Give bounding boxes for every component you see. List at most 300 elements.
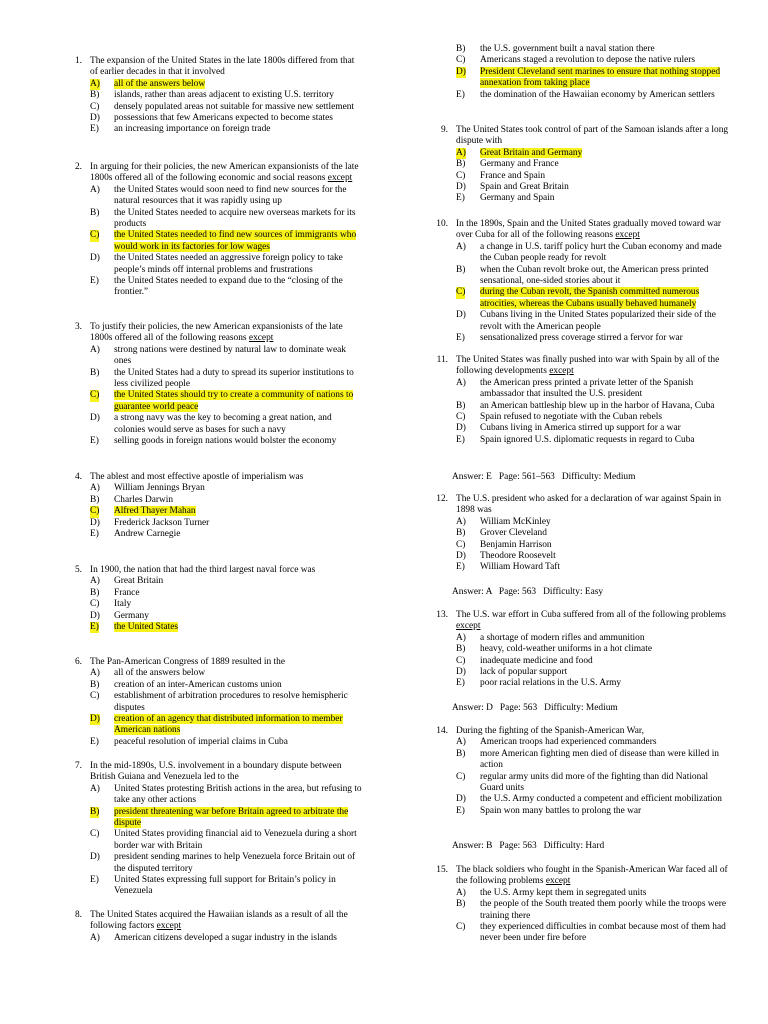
- question-stem: [456, 219, 730, 242]
- answer-option: [64, 529, 364, 540]
- question-stem-row: [64, 657, 364, 668]
- question-stem-row: [430, 494, 730, 517]
- answer-option: [430, 401, 730, 412]
- question-stem: [456, 355, 730, 378]
- answer-key-line: Answer: D Page: 563 Difficulty: Medium: [452, 703, 618, 713]
- option-letter: D): [456, 794, 466, 805]
- question-stem-row: [430, 125, 730, 148]
- option-text: Italy: [114, 599, 132, 610]
- option-letter: E): [456, 678, 465, 689]
- option-text: Spain refused to negotiate with the Cuban rebels: [480, 412, 662, 423]
- option-text: they experienced difficulties in combat because most of them had never been under fire before: [480, 922, 726, 944]
- answer-option: [430, 656, 730, 667]
- option-letter: C): [90, 691, 100, 702]
- option-text: all of the answers below: [114, 668, 206, 679]
- answer-option: [64, 436, 364, 447]
- question-stem-text: The U.S. war effort in Cuba suffered from all of the following problems: [456, 610, 726, 620]
- question-stem-text: The United States acquired the Hawaiian islands as a result of all the following factors: [90, 910, 348, 932]
- answer-option: [64, 368, 364, 391]
- question-12: [430, 494, 730, 574]
- option-letter: A): [456, 516, 466, 527]
- question-2: [64, 162, 364, 299]
- question-stem-text: The ablest and most effective apostle of imperialism was: [90, 472, 304, 482]
- question-stem-row: [64, 910, 364, 933]
- option-letter: E): [90, 622, 99, 633]
- option-text: an American battleship blew up in the harbor of Havana, Cuba: [480, 400, 715, 411]
- option-text: an increasing importance on foreign trade: [114, 124, 271, 135]
- answer-option: [430, 435, 730, 446]
- question-stem-text: In the 1890s, Spain and the United States gradually moved toward war over Cuba for all of the following reasons: [456, 219, 722, 241]
- question-stem: [90, 565, 364, 576]
- option-letter: A): [90, 483, 100, 494]
- option-letter: A): [456, 632, 466, 643]
- option-letter: C): [456, 922, 466, 933]
- option-text: Spain ignored U.S. diplomatic requests in regard to Cuba: [480, 434, 695, 445]
- option-letter: B): [90, 679, 100, 690]
- question-number: 14.: [436, 726, 448, 736]
- option-text: Grover Cleveland: [480, 528, 547, 539]
- option-letter: A): [90, 783, 100, 794]
- option-text: Cubans living in America stirred up support for a war: [480, 423, 681, 434]
- option-text: Americans staged a revolution to depose the native rulers: [480, 55, 696, 66]
- answer-option: [64, 852, 364, 875]
- question-stem-row: [430, 219, 730, 242]
- option-text: regular army units did more of the fighting than did National Guard units: [480, 771, 709, 794]
- question-stem: [90, 657, 364, 668]
- question-stem-row: [64, 162, 364, 185]
- option-letter: A): [90, 932, 100, 943]
- question-stem: [456, 726, 730, 737]
- option-letter: B): [456, 644, 466, 655]
- option-letter: D): [456, 182, 466, 193]
- answer-option: [430, 412, 730, 423]
- except-keyword: except: [545, 876, 571, 887]
- option-letter: E): [90, 124, 99, 135]
- answer-option: [64, 208, 364, 231]
- option-text: William Jennings Bryan: [114, 483, 205, 494]
- option-text-highlighted: all of the answers below: [114, 78, 206, 89]
- option-text: the United States would soon need to find new sources for the natural resources that it was rapidly using up: [114, 184, 347, 207]
- option-letter: A): [456, 377, 466, 388]
- option-letter: C): [90, 101, 100, 112]
- answer-option: [64, 807, 364, 830]
- answer-option: [430, 888, 730, 899]
- option-letter: E): [90, 276, 99, 287]
- answer-option: [430, 378, 730, 401]
- answer-option: [64, 495, 364, 506]
- question-9: [430, 125, 730, 205]
- option-text-highlighted: the United States needed to find new sources of immigrants who would work in its factories for low wages: [114, 230, 357, 252]
- answer-option: [430, 333, 730, 344]
- answer-option: [64, 102, 364, 113]
- option-text: inadequate medicine and food: [480, 655, 593, 666]
- option-letter: C): [456, 771, 466, 782]
- answer-option: [430, 633, 730, 644]
- question-stem-text: The black soldiers who fought in the Spanish-American War faced all of the following problems: [456, 865, 728, 887]
- option-text: when the Cuban revolt broke out, the American press printed sensational, one-sided stories about it: [480, 264, 709, 287]
- option-letter: D): [90, 852, 100, 863]
- question-number: 9.: [440, 125, 448, 135]
- option-text: the United States needed to acquire new overseas markets for its products: [114, 207, 356, 230]
- question-stem-row: [430, 355, 730, 378]
- option-letter: D): [90, 113, 100, 124]
- option-text: Germany: [114, 610, 149, 621]
- answer-option: [64, 680, 364, 691]
- option-letter: C): [90, 506, 100, 517]
- option-text: the U.S. Army kept them in segregated units: [480, 887, 647, 898]
- answer-option: [430, 737, 730, 748]
- option-letter: C): [456, 287, 466, 298]
- option-text: lack of popular support: [480, 667, 568, 678]
- answer-option: [64, 784, 364, 807]
- question-stem-row: [430, 865, 730, 888]
- question-stem: [90, 56, 364, 79]
- answer-key-line: Answer: E Page: 561–563 Difficulty: Medium: [452, 472, 636, 482]
- option-letter: E): [456, 193, 465, 204]
- option-letter: B): [456, 899, 466, 910]
- answer-option: [430, 182, 730, 193]
- option-letter: D): [456, 423, 466, 434]
- option-letter: B): [90, 367, 100, 378]
- question-3: [64, 322, 364, 447]
- question-4: [64, 472, 364, 540]
- answer-option: [430, 794, 730, 805]
- answer-option: [430, 159, 730, 170]
- answer-option: [430, 667, 730, 678]
- question-10: [430, 219, 730, 344]
- option-text: the United States had a duty to spread its superior institutions to less civilized people: [114, 367, 354, 390]
- option-text: the American press printed a private letter of the Spanish ambassador that insulted the U.S. president: [480, 377, 694, 400]
- answer-option: [430, 90, 730, 101]
- option-letter: B): [90, 806, 100, 817]
- option-text: France: [114, 587, 140, 598]
- question-stem: [90, 322, 364, 345]
- option-letter: A): [90, 78, 100, 89]
- option-letter: C): [456, 170, 466, 181]
- question-number: 3.: [74, 322, 82, 332]
- option-letter: D): [90, 253, 100, 264]
- answer-option: [430, 551, 730, 562]
- option-text: islands, rather than areas adjacent to existing U.S. territory: [114, 90, 334, 101]
- option-text: the people of the South treated them poorly while the troops were training there: [480, 899, 727, 921]
- option-letter: E): [90, 875, 99, 886]
- option-text: strong nations were destined by natural law to dominate weak ones: [114, 344, 346, 367]
- option-letter: B): [90, 494, 100, 505]
- option-text: Spain and Great Britain: [480, 182, 569, 193]
- except-keyword: except: [248, 333, 274, 344]
- option-letter: E): [90, 736, 99, 747]
- option-text: a strong navy was the key to becoming a great nation, and colonies would serve as bases for such a navy: [114, 413, 332, 435]
- option-text: Germany and France: [480, 159, 559, 170]
- question-number: 7.: [74, 761, 82, 771]
- option-text: Great Britain: [114, 576, 164, 587]
- answer-option: [430, 423, 730, 434]
- except-keyword: except: [456, 621, 481, 632]
- question-number: 15.: [436, 865, 448, 875]
- answer-key-line: Answer: B Page: 563 Difficulty: Hard: [452, 841, 605, 851]
- question-stem: [456, 494, 730, 517]
- option-letter: C): [90, 599, 100, 610]
- option-letter: A): [90, 668, 100, 679]
- option-letter: E): [456, 89, 465, 100]
- option-text-highlighted: Alfred Thayer Mahan: [114, 506, 196, 517]
- answer-option: [430, 678, 730, 689]
- option-text: William Howard Taft: [480, 562, 561, 573]
- question-stem: [456, 125, 730, 148]
- question-stem-row: [64, 761, 364, 784]
- answer-option: [430, 644, 730, 655]
- answer-option: [64, 276, 364, 299]
- except-keyword: except: [156, 921, 182, 932]
- answer-option: [430, 922, 730, 945]
- question-number: 11.: [436, 355, 448, 365]
- question-stem-text: During the fighting of the Spanish-American War,: [456, 726, 644, 736]
- answer-option: [64, 113, 364, 124]
- answer-option: [430, 749, 730, 772]
- option-letter: A): [90, 344, 100, 355]
- option-text: Benjamin Harrison: [480, 539, 552, 550]
- option-letter: A): [90, 576, 100, 587]
- answer-option: [430, 193, 730, 204]
- question-6: [64, 657, 364, 748]
- option-text: Frederick Jackson Turner: [114, 517, 210, 528]
- option-text: a shortage of modern rifles and ammunition: [480, 632, 645, 643]
- option-letter: B): [90, 587, 100, 598]
- option-letter: C): [456, 539, 466, 550]
- except-keyword: except: [327, 173, 353, 184]
- option-text: the United States needed to expand due to the “closing of the frontier.”: [114, 276, 343, 298]
- option-text: United States protesting British actions in the area, but refusing to take any other actions: [114, 783, 362, 806]
- answer-option: [64, 185, 364, 208]
- option-text: president sending marines to help Venezuela force Britain out of the disputed territory: [114, 852, 356, 874]
- answer-option: [430, 242, 730, 265]
- answer-option: [430, 287, 730, 310]
- question-stem: [90, 761, 364, 784]
- option-text: poor racial relations in the U.S. Army: [480, 678, 622, 689]
- answer-option: [64, 230, 364, 253]
- answer-option: [64, 483, 364, 494]
- answer-option: [430, 772, 730, 795]
- option-text: establishment of arbitration procedures to resolve hemispheric disputes: [114, 691, 348, 713]
- option-text: Spain won many battles to prolong the war: [480, 805, 642, 816]
- question-stem-text: In the mid-1890s, U.S. involvement in a boundary dispute between British Guiana and Venezuela led to the: [90, 761, 342, 783]
- answer-option: [430, 310, 730, 333]
- question-14: [430, 726, 730, 817]
- question-continued: [430, 44, 730, 101]
- question-stem: [456, 865, 730, 888]
- option-letter: B): [456, 44, 466, 54]
- option-text: William McKinley: [480, 516, 551, 527]
- answer-option: [430, 806, 730, 817]
- option-letter: D): [90, 413, 100, 424]
- question-number: 1.: [74, 56, 82, 66]
- question-stem-text: In 1900, the nation that had the third largest naval force was: [90, 565, 316, 575]
- option-letter: A): [90, 184, 100, 195]
- answer-option: [64, 875, 364, 898]
- answer-option: [64, 714, 364, 737]
- question-number: 8.: [74, 910, 82, 920]
- option-text: a change in U.S. tariff policy hurt the Cuban economy and made the Cuban people ready for revolt: [480, 241, 722, 264]
- option-letter: A): [456, 241, 466, 252]
- option-text: the U.S. Army conducted a competent and efficient mobilization: [480, 794, 722, 805]
- option-text: peaceful resolution of imperial claims in Cuba: [114, 736, 288, 747]
- question-stem-text: The United States was finally pushed into war with Spain by all of the following developments: [456, 355, 720, 377]
- option-text: Andrew Carnegie: [114, 529, 181, 540]
- question-stem: [90, 472, 364, 483]
- question-number: 12.: [436, 494, 448, 504]
- question-stem-row: [64, 565, 364, 576]
- option-letter: A): [456, 737, 466, 748]
- answer-option: [64, 506, 364, 517]
- option-letter: D): [90, 714, 100, 725]
- question-number: 13.: [436, 610, 448, 620]
- option-text-highlighted: Great Britain and Germany: [480, 147, 583, 158]
- answer-option: [430, 55, 730, 66]
- option-letter: C): [456, 412, 466, 423]
- option-text: sensationalized press coverage stirred a fervor for war: [480, 333, 683, 344]
- answer-option: [430, 517, 730, 528]
- question-stem-row: [64, 56, 364, 79]
- question-15: [430, 865, 730, 945]
- answer-option: [430, 148, 730, 159]
- answer-option: [64, 413, 364, 436]
- option-letter: C): [456, 55, 466, 66]
- question-number: 5.: [74, 565, 82, 575]
- option-letter: E): [90, 436, 99, 447]
- option-letter: B): [456, 748, 466, 759]
- question-13: [430, 610, 730, 690]
- answer-option: [64, 390, 364, 413]
- question-stem-row: [64, 322, 364, 345]
- question-1: [64, 56, 364, 136]
- option-text: Theodore Roosevelt: [480, 551, 556, 562]
- question-stem-text: In arguing for their policies, the new American expansionists of the late 1800s offered all of the following economic and social reasons: [90, 162, 359, 184]
- option-text: possessions that few Americans expected to become states: [114, 113, 333, 124]
- answer-option: [430, 528, 730, 539]
- option-letter: B): [456, 264, 466, 275]
- option-text: more American fighting men died of disease than were killed in action: [480, 748, 719, 771]
- question-number: 6.: [74, 657, 82, 667]
- answer-option: [64, 622, 364, 633]
- option-letter: E): [90, 529, 99, 540]
- question-8: [64, 910, 364, 944]
- option-text: France and Spain: [480, 170, 546, 181]
- answer-option: [64, 79, 364, 90]
- option-text: Cubans living in the United States popularized their side of the revolt with the American people: [480, 310, 716, 332]
- answer-option: [64, 588, 364, 599]
- option-letter: B): [456, 528, 466, 539]
- answer-option: [430, 67, 730, 90]
- answer-option: [64, 599, 364, 610]
- option-text: Germany and Spain: [480, 193, 555, 204]
- answer-option: [64, 345, 364, 368]
- option-letter: D): [456, 551, 466, 562]
- option-letter: A): [456, 147, 466, 158]
- answer-key-line: Answer: A Page: 563 Difficulty: Easy: [452, 587, 604, 597]
- option-text-highlighted: President Cleveland sent marines to ensure that nothing stopped annexation from taking place: [480, 66, 721, 89]
- question-stem: [90, 162, 364, 185]
- except-keyword: except: [615, 230, 640, 241]
- answer-option: [64, 691, 364, 714]
- option-text: the U.S. government built a naval station there: [480, 44, 655, 54]
- option-letter: B): [456, 400, 466, 411]
- question-stem: [456, 610, 730, 633]
- question-number: 2.: [74, 162, 82, 172]
- answer-option: [430, 562, 730, 573]
- option-letter: C): [456, 655, 466, 666]
- answer-option: [64, 668, 364, 679]
- option-text: the domination of the Hawaiian economy by American settlers: [480, 89, 715, 100]
- question-stem-text: The Pan-American Congress of 1889 resulted in the: [90, 657, 286, 667]
- option-letter: D): [90, 517, 100, 528]
- option-letter: E): [456, 333, 465, 344]
- option-text: heavy, cold-weather uniforms in a hot climate: [480, 644, 652, 655]
- question-stem-text: The U.S. president who asked for a declaration of war against Spain in 1898 was: [456, 494, 722, 516]
- option-text: selling goods in foreign nations would bolster the economy: [114, 436, 337, 447]
- option-text: United States providing financial aid to Venezuela during a short border war with Britain: [114, 829, 357, 851]
- question-stem-row: [64, 472, 364, 483]
- answer-option: [430, 44, 730, 55]
- question-stem-row: [430, 726, 730, 737]
- question-11: [430, 355, 730, 446]
- answer-option: [64, 124, 364, 135]
- question-number: 10.: [436, 219, 448, 229]
- option-text: creation of an inter-American customs union: [114, 679, 282, 690]
- option-letter: C): [90, 390, 100, 401]
- option-text: American troops had experienced commanders: [480, 737, 657, 748]
- option-letter: D): [456, 667, 466, 678]
- option-letter: C): [90, 829, 100, 840]
- question-stem-text: The expansion of the United States in the late 1800s differed from that of earlier decades in that it involved: [90, 56, 355, 78]
- option-letter: D): [90, 610, 100, 621]
- question-7: [64, 761, 364, 898]
- option-text: densely populated areas not suitable for massive new settlement: [114, 101, 355, 112]
- option-letter: E): [456, 434, 465, 445]
- option-text: Charles Darwin: [114, 494, 174, 505]
- option-letter: E): [456, 805, 465, 816]
- question-stem-text: The United States took control of part of the Samoan islands after a long dispute with: [456, 125, 729, 147]
- question-number: 4.: [74, 472, 82, 482]
- option-text-highlighted: the United States: [114, 622, 179, 633]
- option-letter: C): [90, 230, 100, 241]
- answer-option: [430, 899, 730, 922]
- answer-option: [64, 576, 364, 587]
- except-keyword: except: [549, 366, 574, 377]
- option-letter: D): [456, 310, 466, 321]
- option-text-highlighted: during the Cuban revolt, the Spanish committed numerous atrocities, whereas the Cubans usually behaved humanely: [480, 287, 700, 309]
- option-letter: B): [90, 90, 100, 101]
- option-letter: A): [456, 887, 466, 898]
- option-text: the United States needed an aggressive foreign policy to take people’s minds off internal problems and frustrations: [114, 253, 343, 275]
- answer-option: [64, 737, 364, 748]
- answer-option: [430, 265, 730, 288]
- option-letter: D): [456, 66, 466, 77]
- answer-option: [64, 829, 364, 852]
- question-stem-text: To justify their policies, the new American expansionists of the late 1800s offered all of the following reasons: [90, 322, 343, 344]
- answer-option: [64, 611, 364, 622]
- answer-option: [64, 933, 364, 944]
- answer-option: [64, 253, 364, 276]
- option-text-highlighted: the United States should try to create a community of nations to guarantee world peace: [114, 390, 354, 412]
- option-text: American citizens developed a sugar industry in the islands: [114, 932, 337, 943]
- question-5: [64, 565, 364, 633]
- option-letter: E): [456, 562, 465, 573]
- option-text-highlighted: creation of an agency that distributed information to member American nations: [114, 714, 343, 736]
- answer-option: [430, 171, 730, 182]
- answer-option: [64, 518, 364, 529]
- answer-option: [64, 90, 364, 101]
- question-stem: [90, 910, 364, 933]
